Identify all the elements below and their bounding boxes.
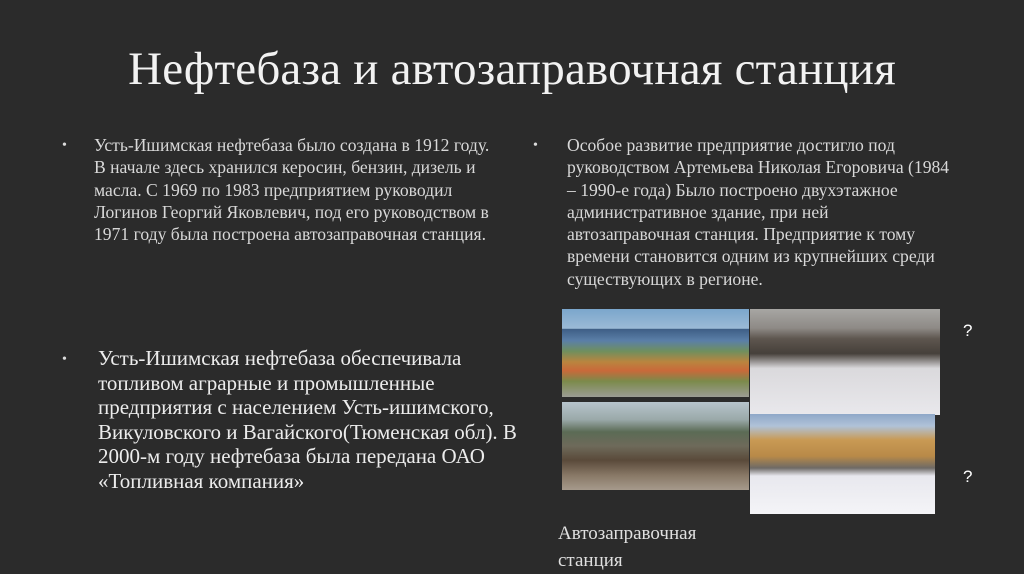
bullet-development xyxy=(533,134,953,290)
photo-caption: Автозаправочная станция xyxy=(558,523,697,571)
question-mark: ? xyxy=(963,321,973,340)
bullet-point: • xyxy=(533,138,538,153)
bullet-point: • xyxy=(62,352,67,367)
photo-admin-building xyxy=(750,414,935,514)
slide-title: Нефтебаза и автозаправочная станция xyxy=(128,43,896,95)
photo-gas-station-flowers xyxy=(562,309,749,397)
bullet-text: Усть-Ишимская нефтебаза обеспечивала топливом аграрные и промышленные предприятия с населением Усть-ишимского, Викуловского и Вагайского(Тюменская обл). В 2000-м году нефтебаза была передана ОАО «Топливная компания» xyxy=(98,346,517,493)
bullet-text: Усть-Ишимская нефтебаза было создана в 1912 году. В начале здесь хранился керосин, бензин, дизель и масла. С 1969 по 1983 предприятием руководил Логинов Георгий Яковлевич, под его руководством в 1971 году была построена автозаправочная станция. xyxy=(94,135,490,245)
photo-depot-winter xyxy=(750,309,940,415)
bullet-supply xyxy=(62,346,532,493)
question-mark: ? xyxy=(963,467,973,486)
bullet-history-founding xyxy=(62,134,492,245)
bullet-text: Особое развитие предприятие достигло под руководством Артемьева Николая Егоровича (1984 – 1990-е года) Было построено двухэтажное административное здание, при ней автозаправочная станция. Предприятие к тому времени становится одним из крупнейших среди существующих в регионе. xyxy=(567,135,950,289)
photo-construction-site xyxy=(562,402,749,490)
bullet-point: • xyxy=(62,138,67,153)
